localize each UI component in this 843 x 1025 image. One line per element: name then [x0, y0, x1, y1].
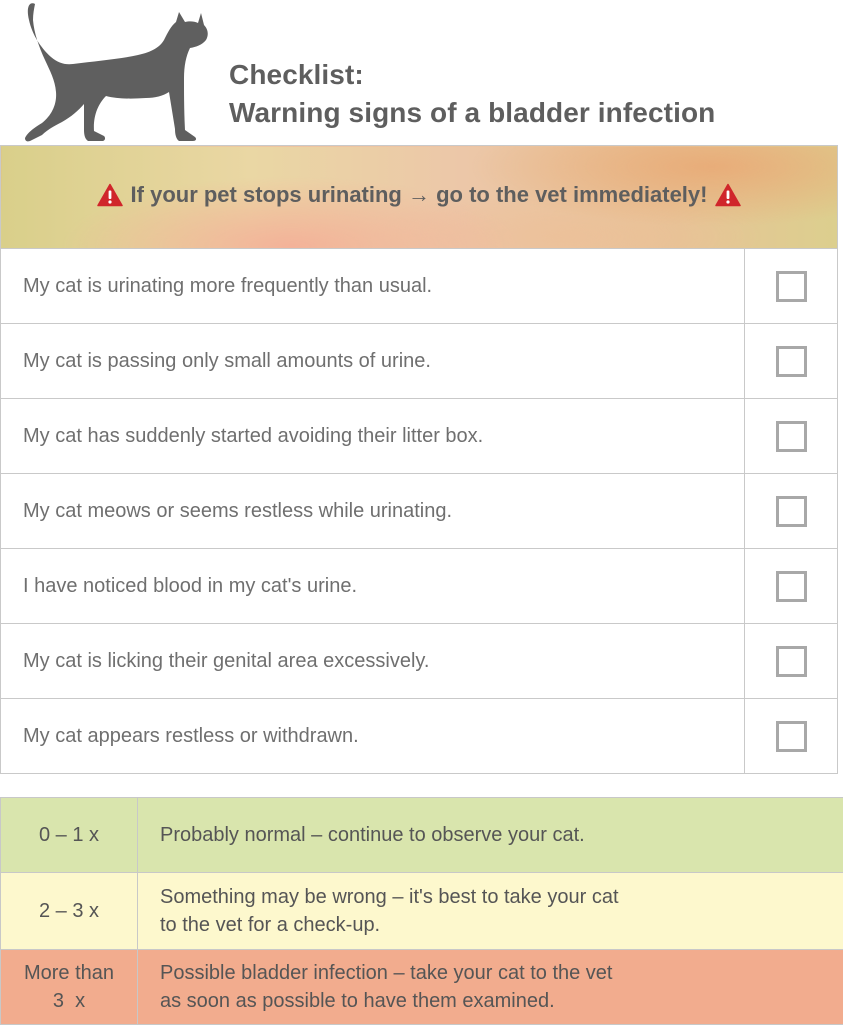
scoring-row — [1, 950, 843, 1025]
checklist-row — [1, 699, 838, 774]
checkbox[interactable] — [776, 346, 807, 377]
checklist-checkbox-cell — [745, 399, 838, 474]
score-description-line: as soon as possible to have them examined. — [160, 987, 843, 1015]
warning-triangle-icon — [715, 183, 741, 207]
checklist-checkbox-cell — [745, 699, 838, 774]
checklist-row — [1, 549, 838, 624]
score-description — [138, 950, 843, 1025]
checkbox[interactable] — [776, 421, 807, 452]
checklist-item-text: My cat is passing only small amounts of urine. — [1, 324, 745, 399]
checklist-checkbox-cell — [745, 249, 838, 324]
checklist-row — [1, 474, 838, 549]
symptom-checklist — [0, 145, 838, 774]
checklist-item-text: My cat has suddenly started avoiding their litter box. — [1, 399, 745, 474]
checklist-item-text: My cat meows or seems restless while urinating. — [1, 474, 745, 549]
checklist-item-text: My cat is licking their genital area excessively. — [1, 624, 745, 699]
score-description-line: to the vet for a check-up. — [160, 911, 843, 939]
score-description — [138, 873, 843, 950]
checklist-item-text: My cat appears restless or withdrawn. — [1, 699, 745, 774]
checklist-checkbox-cell — [745, 624, 838, 699]
checklist-checkbox-cell — [745, 324, 838, 399]
title-line-1: Checklist: — [229, 56, 829, 94]
checkbox[interactable] — [776, 646, 807, 677]
scoring-row — [1, 873, 843, 950]
warning-text: If your pet stops urinating → go to the vet immediately! — [131, 182, 708, 208]
score-count: 2 – 3 x — [1, 873, 138, 950]
checklist-row — [1, 399, 838, 474]
score-count: 0 – 1 x — [1, 798, 138, 873]
checklist-row — [1, 249, 838, 324]
scoring-row — [1, 798, 843, 873]
score-description-line: Something may be wrong – it's best to take your cat — [160, 883, 843, 911]
score-count — [1, 950, 138, 1025]
warning-banner-content — [97, 182, 742, 208]
score-count-line: 3 x — [1, 987, 137, 1015]
warning-banner — [1, 146, 838, 249]
checklist-item-text: My cat is urinating more frequently than usual. — [1, 249, 745, 324]
score-description-line: Probably normal – continue to observe your cat. — [160, 821, 843, 849]
checklist-row — [1, 624, 838, 699]
score-count-line: More than — [1, 959, 137, 987]
title-line-2: Warning signs of a bladder infection — [229, 94, 829, 132]
checkbox[interactable] — [776, 496, 807, 527]
cat-silhouette-icon — [14, 0, 210, 146]
checklist-item-text: I have noticed blood in my cat's urine. — [1, 549, 745, 624]
score-description — [138, 798, 843, 873]
warning-triangle-icon — [97, 183, 123, 207]
checkbox[interactable] — [776, 721, 807, 752]
score-description-line: Possible bladder infection – take your cat to the vet — [160, 959, 843, 987]
warning-banner-row — [1, 146, 838, 249]
checklist-row — [1, 324, 838, 399]
checkbox[interactable] — [776, 271, 807, 302]
checklist-checkbox-cell — [745, 474, 838, 549]
page-title — [229, 56, 829, 132]
scoring-table — [0, 797, 843, 1025]
checkbox[interactable] — [776, 571, 807, 602]
checklist-checkbox-cell — [745, 549, 838, 624]
